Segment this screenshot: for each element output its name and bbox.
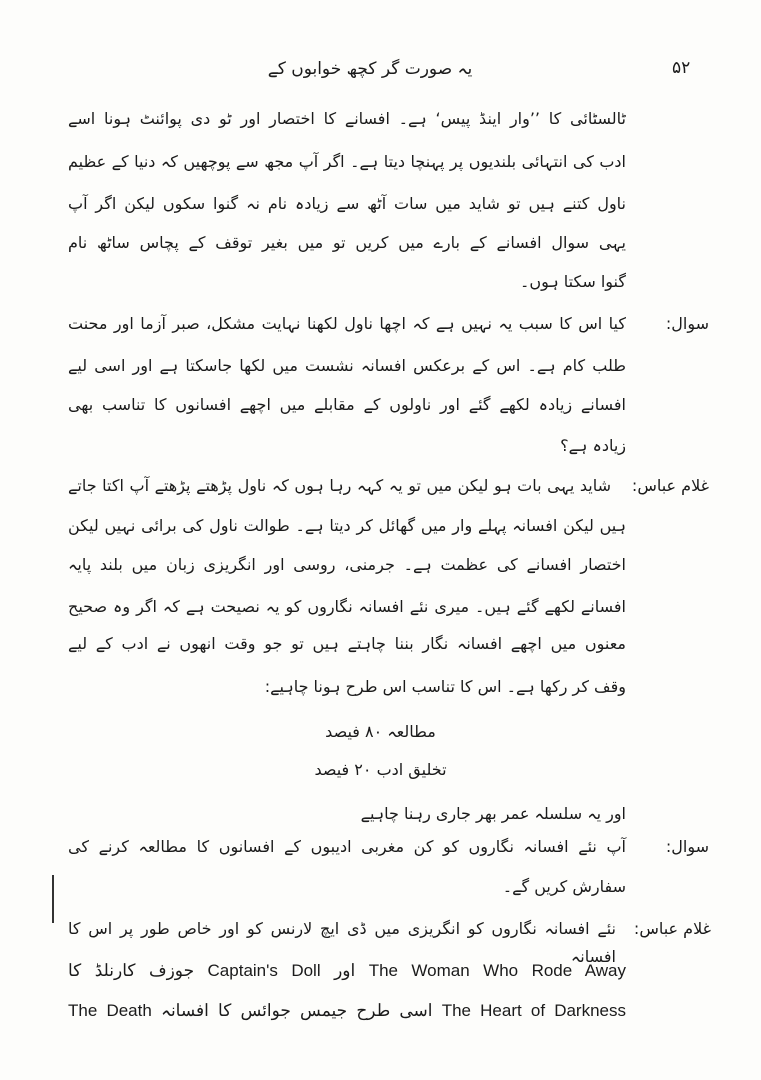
text-line: شاید یہی بات ہو لیکن میں تو یہ کہہ رہا ہوں کہ ناول پڑھتے پڑھتے آپ اکتا جاتے [68, 476, 611, 495]
page-number: ۵۲ [672, 58, 691, 78]
text-line: The Heart of Darkness اسی طرح جیمس جوائس کا افسانہ The Death [68, 1001, 627, 1020]
speaker-label: غلام عباس: [631, 476, 709, 495]
text-line: نئے افسانہ نگاروں کو انگریزی میں ڈی ایچ لارنس کو اور خاص طور پر اس کا افسانہ [68, 919, 616, 966]
ratio-line: تخلیق ادب ۲۰ فیصد [314, 760, 447, 779]
text-line: طلب کام ہے۔ اس کے برعکس افسانہ نشست میں لکھا جاسکتا ہے اور اسی لیے [68, 356, 626, 375]
text-line: سفارش کریں گے۔ [502, 877, 626, 896]
text-line: ناول کتنے ہیں تو شاید میں سات آٹھ سے زیادہ نام نہ گنوا سکوں لیکن اگر آپ [68, 194, 626, 213]
speaker-label: سوال: [665, 314, 709, 333]
text-line: افسانے لکھے گئے ہیں۔ میری نئے افسانہ نگاروں کو یہ نصیحت ہے کہ اگر وہ صحیح [68, 597, 626, 616]
margin-pen-mark [52, 875, 54, 923]
running-title: یہ صورت گر کچھ خوابوں کے [267, 59, 473, 79]
text-line: The Woman Who Rode Away اور Captain's Doll جوزف کارنلڈ کا [68, 961, 626, 980]
speaker-label: سوال: [665, 837, 709, 856]
text-line: اختصار افسانے کی عظمت ہے۔ جرمنی، روسی اور انگریزی زبان میں بلند پایہ [68, 555, 626, 574]
speaker-label: غلام عباس: [633, 919, 711, 938]
text-line: اور یہ سلسلہ عمر بھر جاری رہنا چاہیے [360, 804, 626, 823]
text-line: آپ نئے افسانہ نگاروں کو کن مغربی ادیبوں کے افسانوں کا مطالعہ کرنے کی [68, 837, 626, 856]
text-line: ٹالسٹائی کا ’’وار اینڈ پیس‘ ہے۔ افسانے کا اختصار اور ٹو دی پوائنٹ ہونا اسے [68, 109, 626, 128]
text-line: ہیں لیکن افسانہ پہلے وار میں گھائل کر دیتا ہے۔ طوالت ناول کی برائی نہیں لیکن [68, 516, 626, 535]
text-line: یہی سوال افسانے کے بارے میں کریں تو میں بغیر توقف کے پچاس ساٹھ نام [68, 233, 626, 252]
text-line: گنوا سکتا ہوں۔ [519, 272, 626, 291]
text-line: وقف کر رکھا ہے۔ اس کا تناسب اس طرح ہونا چاہیے: [264, 677, 626, 696]
text-line: معنوں میں اچھے افسانہ نگار بننا چاہتے ہیں تو جو وقت انھوں نے ادب کے لیے [68, 634, 626, 653]
text-line: کیا اس کا سبب یہ نہیں ہے کہ اچھا ناول لکھنا نہایت مشکل، صبر آزما اور محنت [68, 314, 626, 333]
ratio-line: مطالعہ ۸۰ فیصد [325, 722, 436, 741]
text-line: ادب کی انتہائی بلندیوں پر پہنچا دیتا ہے۔ اگر آپ مجھ سے پوچھیں کہ دنیا کے عظیم [68, 152, 626, 171]
text-line: افسانے زیادہ لکھے گئے اور ناولوں کے مقابلے میں اچھے افسانوں کا تناسب بھی [68, 395, 626, 414]
text-line: زیادہ ہے؟ [560, 436, 626, 455]
